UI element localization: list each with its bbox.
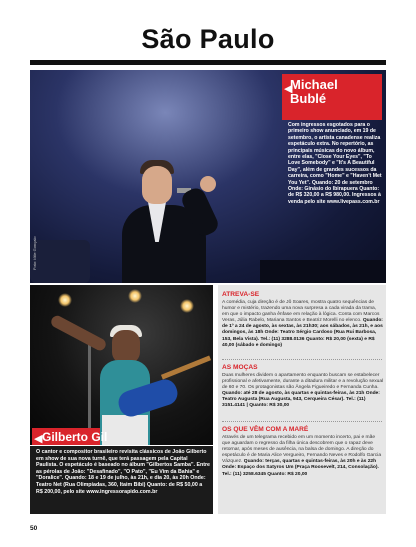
feature-top-name: [290, 78, 380, 106]
stage-light: [58, 293, 72, 307]
page-title: São Paulo: [141, 24, 275, 54]
page-number: 50: [30, 525, 38, 532]
caret-left-icon: ◀: [34, 433, 43, 445]
listing-details: Quando: de 1º a 24 de agosto, às sextas, às 21h30; aos sábados, às 21h, e aos domingos, às 18h Onde: Teatro Sérgio Cardoso (Rua Rui Barbosa, 153, Bela Vista). Tel.: (11) 3288.0136 Quanto: R$ 20,00 (sexta) e R$ 40,00 (sábado e domingo): [222, 318, 383, 348]
listing-body: [222, 300, 384, 349]
listing-details: Quando: até 28 de agosto, às quartas e quintas-feiras, às 21h Onde: Teatro Augusta (Rua Augusta, 943, Cerqueira César). Tel.: (11) 3151.4141 | Quanto: R$ 30,00: [222, 391, 380, 409]
feature-top-name-line2: Bublé: [290, 91, 327, 106]
gilberto-gil-photo: [30, 285, 213, 445]
feature-top-description: Com ingressos esgotados para o primeiro show anunciado, em 19 de setembro, o artista canadense realiza espetáculo extra. No repertório, as principais músicas do novo álbum, entre elas, "Close Your Eyes", "To Love Somebody" e "It's A Beautiful Day", além de grandes sucessos da carreira, como "Home" e "Haven't Met You Yet". Quando: 20 de setembro Onde: Ginásio do Ibirapuera Quanto: de R$ 320,00 a R$ 980,00. Ingressos à venda pelo site www.livepass.com.br: [288, 122, 382, 205]
listing-details: Quando: terças, quartas e quintas-feiras, às 20h e às 22h Onde: Espaço dos Satyros Um (Praça Roosevelt, 214, Consolação). Tel.: (11) 3258.6345 Quanto: R$ 20,00: [222, 459, 379, 477]
drum-kit: [30, 240, 90, 283]
stage-light: [128, 289, 142, 303]
feature-bottom-name: Gilberto Gil: [42, 430, 108, 444]
stage-light: [180, 299, 194, 313]
performer-head: [112, 330, 140, 364]
singer-hand: [200, 176, 216, 192]
photo-credit: Foto: Iôlle Gonçalo: [32, 236, 37, 270]
listing-body: [222, 435, 384, 478]
singer-head: [142, 166, 172, 204]
listing-description: Através de um telegrama recebido em um momento incerto, pai e mãe que aguardam o regresso da filha única descobrem que o rapaz deve retornar, após meses de ausência, na balsa de domingo. A direção do espetáculo é de Maria Alice Vergueiro, Fernando Neves e Rodolfo Garcia Vázquez.: [222, 435, 382, 465]
listing-title: AS MOÇAS: [222, 364, 258, 371]
feature-bottom-description: O cantor e compositor brasileiro revisita clássicos de João Gilberto em show de sua nova turnê, que terá passagem pela Capital Paulista. O espetáculo é baseado no álbum "Gilbertos Samba". Entre as pérolas de João: "Desafinado", "O Pato", "Eu Vim da Bahia" e "Doralice". Quando: 18 e 19 de julho, às 21h, e dia 20, às 20h Onde: Teatro Net (Rua Olimpíadas, 360, Itaim Bibi) Quanto: de R$ 50,00 a R$ 200,00, pelo site www.ingressorapido.com.br: [36, 449, 210, 495]
performer-pants: [102, 415, 148, 445]
raised-arm: [49, 314, 108, 353]
feature-top-name-line1: Michael: [290, 77, 338, 92]
listing-description: Duas mulheres dividem o apartamento enquanto buscam se estabelecer profissional e afetivamente, durante a ditadura militar e a revolução sexual de 60 e 70. Os protagonistas são Ângela Figueiredo e Fernanda Cunha.: [222, 373, 384, 391]
listing-body: [222, 373, 384, 410]
listing-description: A comédia, cuja direção é de Jô Soares, mostra quatro sequências de humor e mistério, trazendo uma nova surpresa a cada virada da trama, em que o impacto ganha ênfase em relação à lógica. Conta com Marcos Veras, Júlia Rabelo, Mariana Santos e Beatriz Morelli no elenco.: [222, 300, 380, 324]
caret-left-icon: ◀: [284, 83, 293, 95]
divider: [222, 359, 382, 360]
audience: [260, 260, 386, 283]
divider: [222, 421, 382, 422]
listing-title: OS QUE VÊM COM A MARÉ: [222, 426, 309, 433]
title-rule: [30, 60, 386, 65]
guitar-neck: [161, 355, 211, 379]
listing-title: ATREVA-SE: [222, 291, 260, 298]
